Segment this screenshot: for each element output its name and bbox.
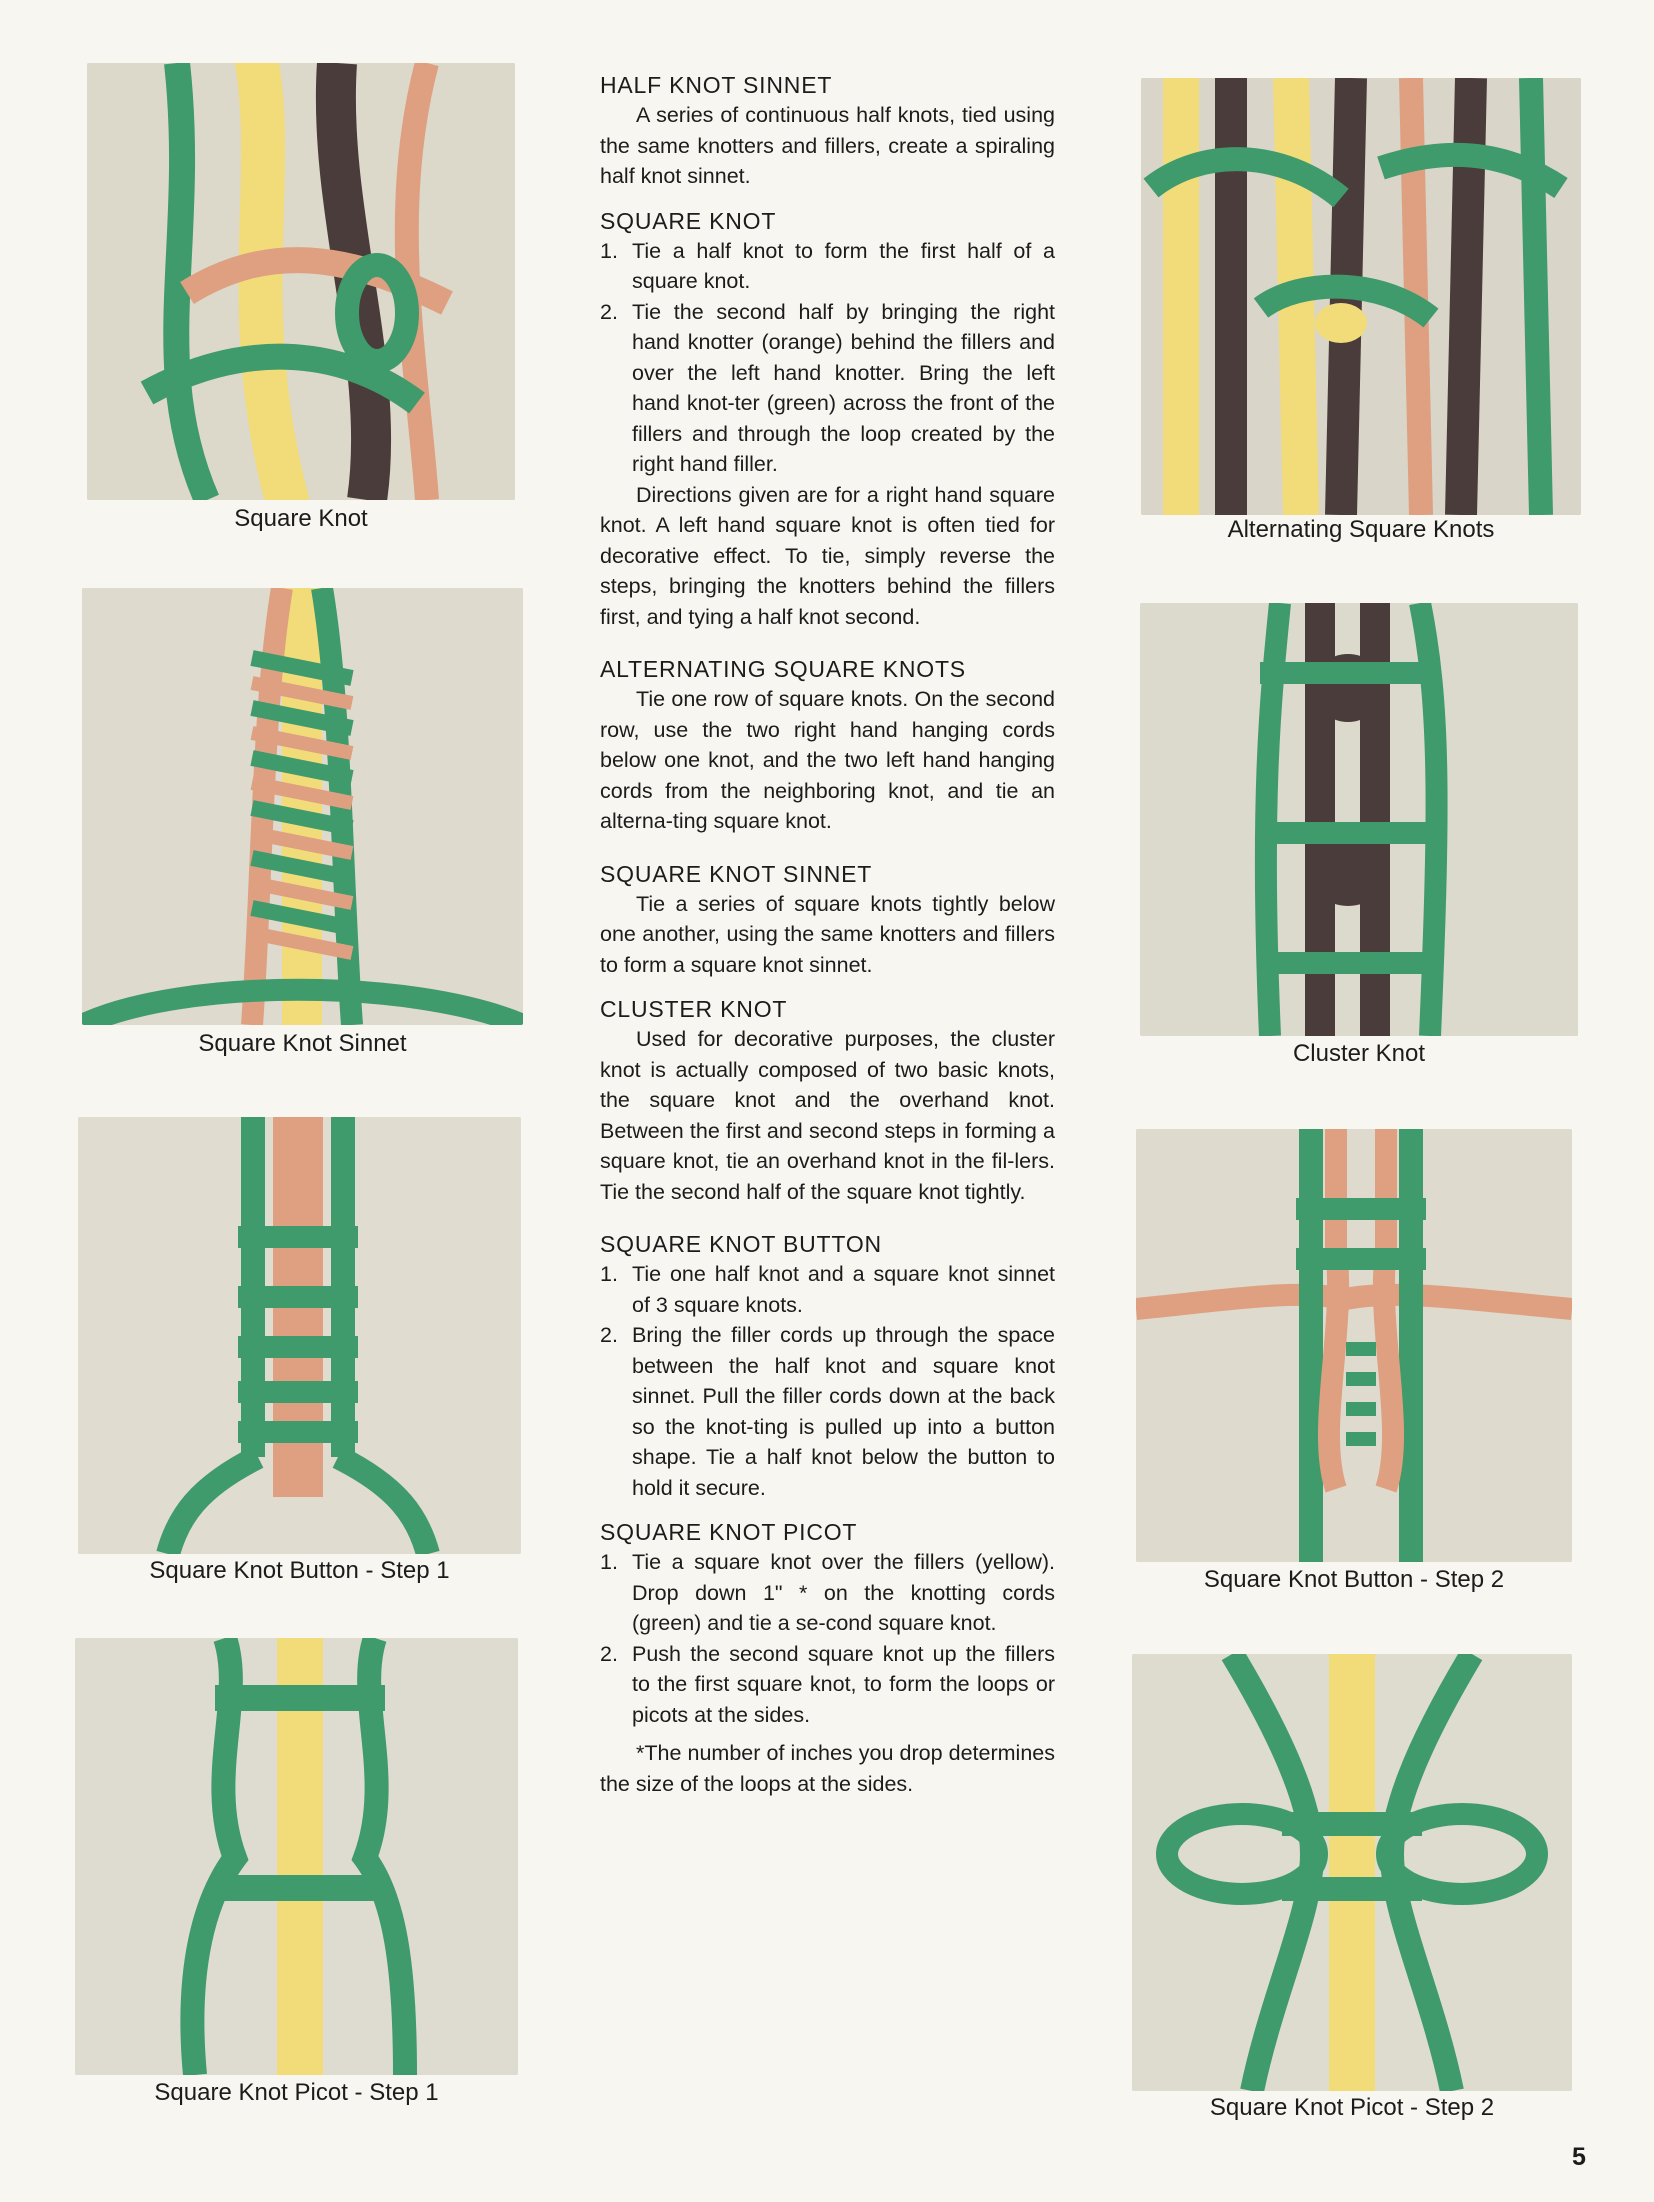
text-cluster: Used for decorative purposes, the cluster knot is actually composed of two basic knots, the square knot and the overhand knot. Between the first and second steps in forming a square knot, tie an overhand knot in the fil-lers. Tie the second half of the square knot tightly. bbox=[600, 1027, 1055, 1204]
step-text: Tie a half knot to form the first half of a square knot. bbox=[632, 238, 1055, 293]
instructions-column bbox=[600, 70, 1055, 1813]
step-item bbox=[600, 297, 1055, 480]
step-number: 2. bbox=[600, 1641, 618, 1666]
caption-button-step2: Square Knot Button - Step 2 bbox=[1203, 1566, 1505, 1593]
text-sinnet: Tie a series of square knots tightly below one another, using the same knotters and fillers to form a square knot sinnet. bbox=[600, 891, 1055, 977]
step-number: 1. bbox=[600, 1550, 618, 1574]
steps-button bbox=[600, 1259, 1055, 1503]
caption-square-knot-sinnet: Square Knot Sinnet bbox=[198, 1030, 407, 1057]
step-item bbox=[600, 1639, 1055, 1731]
step-text: Tie a square knot over the fillers (yellow). Drop down 1" * on the knotting cords (green) and tie a se-cond square knot. bbox=[632, 1550, 1055, 1635]
step-text: Tie one half knot and a square knot sinnet of 3 square knots. bbox=[632, 1262, 1055, 1317]
footnote-picot: *The number of inches you drop determines the size of the loops at the sides. bbox=[600, 1741, 1055, 1796]
caption-picot-step2: Square Knot Picot - Step 2 bbox=[1209, 2094, 1495, 2121]
heading-alternating: ALTERNATING SQUARE KNOTS bbox=[600, 656, 966, 682]
photo-picot-step2 bbox=[1132, 1654, 1572, 2091]
steps-square-knot bbox=[600, 236, 1055, 480]
step-text: Bring the filler cords up through the space between the half knot and square knot sinnet. Pull the filler cords down at the back so the knot-ting is pulled up into a button shape. Tie a half knot below the button to hold it secure. bbox=[632, 1323, 1055, 1500]
heading-sinnet: SQUARE KNOT SINNET bbox=[600, 860, 873, 887]
photo-alternating bbox=[1141, 78, 1581, 515]
step-number: 1. bbox=[600, 238, 618, 263]
step-number: 2. bbox=[600, 1323, 618, 1347]
steps-picot bbox=[600, 1547, 1055, 1730]
section-cluster bbox=[600, 994, 1055, 1207]
photo-button-step1 bbox=[78, 1117, 521, 1554]
photo-square-knot bbox=[87, 63, 515, 500]
heading-button: SQUARE KNOT BUTTON bbox=[600, 1231, 882, 1257]
note-square-knot: Directions given are for a right hand square knot. A left hand square knot is often tied for decorative effect. To tie, simply reverse the steps, bringing the knotters behind the fillers first, and tying a half knot second. bbox=[600, 482, 1055, 629]
text-half-knot-sinnet: A series of continuous half knots, tied using the same knotters and fillers, create a spiraling half knot sinnet. bbox=[600, 103, 1055, 188]
section-button bbox=[600, 1229, 1055, 1503]
text-alternating: Tie one row of square knots. On the second row, use the two right hand hanging cords below one knot, and the two left hand hanging cords from the neighboring knot, and tie an alterna-ting square knot. bbox=[600, 687, 1055, 833]
step-item bbox=[600, 1259, 1055, 1320]
heading-square-knot: SQUARE KNOT bbox=[600, 207, 777, 234]
section-sinnet bbox=[600, 859, 1055, 981]
step-item bbox=[600, 236, 1055, 297]
heading-picot: SQUARE KNOT PICOT bbox=[600, 1519, 858, 1545]
caption-square-knot: Square Knot bbox=[234, 505, 368, 532]
photo-cluster bbox=[1140, 603, 1578, 1036]
page-number: 5 bbox=[1572, 2143, 1586, 2171]
heading-cluster: CLUSTER KNOT bbox=[600, 996, 788, 1022]
section-picot bbox=[600, 1517, 1055, 1799]
photo-square-knot-sinnet bbox=[82, 588, 523, 1025]
step-number: 1. bbox=[600, 1262, 618, 1286]
photo-picot-step1 bbox=[75, 1638, 518, 2075]
heading-half-knot-sinnet: HALF KNOT SINNET bbox=[600, 72, 833, 98]
step-item bbox=[600, 1320, 1055, 1503]
section-alternating bbox=[600, 654, 1055, 837]
step-text: Tie the second half by bringing the right hand knotter (orange) behind the fillers and over the left hand knotter. Bring the left hand knot-ter (green) across the front of the fillers and through the loop created by the right hand filler. bbox=[632, 299, 1055, 476]
step-text: Push the second square knot up the fillers to the first square knot, to form the loops or picots at the sides. bbox=[632, 1641, 1055, 1727]
section-square-knot bbox=[600, 206, 1055, 633]
caption-button-step1: Square Knot Button - Step 1 bbox=[149, 1557, 450, 1584]
caption-alternating: Alternating Square Knots bbox=[1227, 516, 1495, 543]
step-item bbox=[600, 1547, 1055, 1639]
step-number: 2. bbox=[600, 299, 618, 324]
section-half-knot-sinnet bbox=[600, 70, 1055, 192]
caption-picot-step1: Square Knot Picot - Step 1 bbox=[154, 2079, 439, 2106]
caption-cluster: Cluster Knot bbox=[1292, 1040, 1426, 1067]
photo-button-step2 bbox=[1136, 1129, 1572, 1562]
